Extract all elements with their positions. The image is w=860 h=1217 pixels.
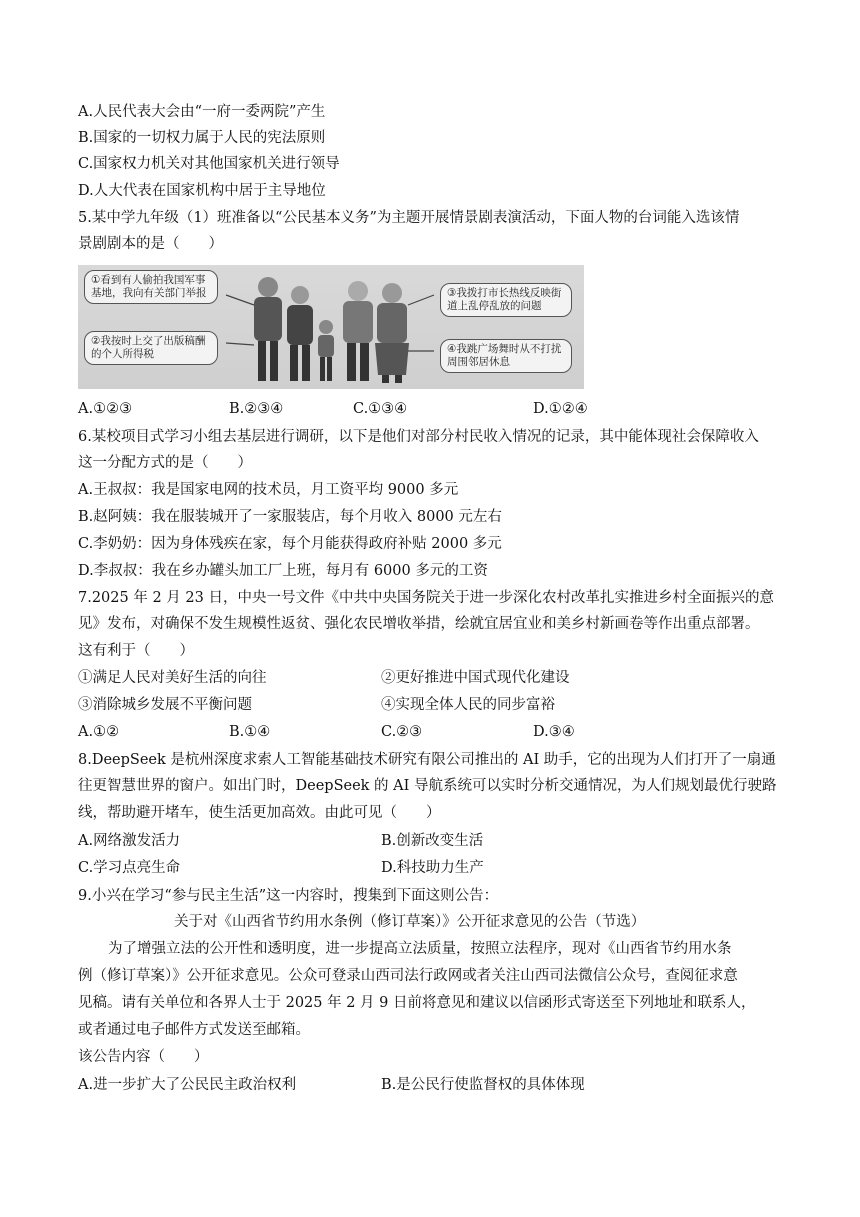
q5-option-a[interactable]: A.①②③	[78, 401, 133, 417]
q8-options-row1	[78, 831, 778, 851]
q7-options	[78, 722, 778, 742]
q7-option-d[interactable]: D.③④	[533, 724, 575, 740]
q5-options	[78, 399, 778, 419]
q7-item-3: ③消除城乡发展不平衡问题	[78, 697, 252, 713]
speech-bubble-1: ①看到有人偷拍我国军事基地，我向有关部门举报	[84, 270, 218, 304]
q8-option-b[interactable]: B.创新改变生活	[381, 833, 484, 849]
q5-option-d[interactable]: D.①②④	[533, 401, 588, 417]
speech-bubble-2: ②我按时上交了出版稿酬的个人所得税	[84, 331, 218, 365]
notice-line2: 例（修订草案）》公开征求意见。公众可登录山西司法行政网或者关注山西司法微信公众号，查阅征求意	[78, 968, 738, 984]
q8-option-a[interactable]: A.网络激发活力	[78, 833, 181, 849]
q7-stem-line3: 这有利于（ ）	[78, 643, 194, 659]
q7-item-4: ④实现全体人民的同步富裕	[381, 697, 555, 713]
q8-stem-line1: 8.DeepSeek 是杭州深度求索人工智能基础技术研究有限公司推出的 AI 助手，它的出现为人们打开了一扇通	[78, 752, 776, 768]
notice-line3: 见稿。请有关单位和各界人士于 2025 年 2 月 9 日前将意见和建议以信函形式寄送至下列地址和联系人，	[78, 995, 756, 1011]
q5-option-b[interactable]: B.②③④	[229, 401, 284, 417]
q6-stem-line1: 6.某校项目式学习小组去基层进行调研，以下是他们对部分村民收入情况的记录，其中能体现社会保障收入	[78, 429, 759, 445]
q7-item-1: ①满足人民对美好生活的向往	[78, 670, 267, 686]
q8-options-row2	[78, 858, 778, 878]
q4-option-a[interactable]: A.人民代表大会由“一府一委两院”产生	[78, 104, 326, 120]
q7-option-c[interactable]: C.②③	[381, 724, 423, 740]
notice-line4: 或者通过电子邮件方式发送至邮箱。	[78, 1022, 310, 1038]
q7-option-a[interactable]: A.①②	[78, 724, 120, 740]
q9-options-row1	[78, 1075, 778, 1095]
q8-stem-line3: 线，帮助避开堵车，使生活更加高效。由此可见（ ）	[78, 805, 441, 821]
q6-option-b[interactable]: B.赵阿姨：我在服装城开了一家服装店，每个月收入 8000 元左右	[78, 509, 502, 525]
q4-option-c[interactable]: C.国家权力机关对其他国家机关进行领导	[78, 156, 340, 172]
q8-stem-line2: 往更智慧世界的窗户。如出门时，DeepSeek 的 AI 导航系统可以实时分析交通情况，为人们规划最优行驶路	[78, 778, 777, 794]
q9-option-a[interactable]: A.进一步扩大了公民民主政治权利	[78, 1077, 297, 1093]
q7-items-row2	[78, 695, 778, 715]
q5-stem-line2: 景剧剧本的是（ ）	[78, 236, 223, 252]
q5-illustration	[78, 265, 584, 389]
speech-bubble-4: ④我跳广场舞时从不打扰周围邻居休息	[440, 339, 572, 373]
q9-question: 该公告内容（ ）	[78, 1049, 209, 1065]
q7-stem-line1: 7.2025 年 2 月 23 日，中央一号文件《中共中央国务院关于进一步深化农村改革扎实推进乡村全面振兴的意	[78, 590, 774, 606]
q6-option-a[interactable]: A.王叔叔：我是国家电网的技术员，月工资平均 9000 多元	[78, 482, 459, 498]
q4-option-d[interactable]: D.人大代表在国家机构中居于主导地位	[78, 183, 326, 199]
q6-option-d[interactable]: D.李叔叔：我在乡办罐头加工厂上班，每月有 6000 多元的工资	[78, 563, 488, 579]
q4-option-b[interactable]: B.国家的一切权力属于人民的宪法原则	[78, 130, 326, 146]
q9-stem: 9.小兴在学习“参与民主生活”这一内容时，搜集到下面这则公告：	[78, 888, 499, 904]
q5-option-c[interactable]: C.①③④	[353, 401, 408, 417]
q7-item-2: ②更好推进中国式现代化建设	[381, 670, 570, 686]
notice-line1: 为了增强立法的公开性和透明度，进一步提高立法质量，按照立法程序，现对《山西省节约用水条	[108, 941, 732, 957]
q8-option-d[interactable]: D.科技助力生产	[381, 860, 484, 876]
q9-option-b[interactable]: B.是公民行使监督权的具体体现	[381, 1077, 585, 1093]
notice-title: 关于对《山西省节约用水条例（修订草案）》公开征求意见的公告（节选）	[174, 914, 646, 930]
q7-option-b[interactable]: B.①④	[229, 724, 271, 740]
q5-stem-line1: 5.某中学九年级（1）班准备以“公民基本义务”为主题开展情景剧表演活动，下面人物的台词能入选该情	[78, 210, 740, 226]
q7-stem-line2: 见》发布，对确保不发生规模性返贫、强化农民增收举措，绘就宜居宜业和美乡村新画卷等作出重点部署。	[78, 616, 760, 632]
q6-stem-line2: 这一分配方式的是（ ）	[78, 455, 252, 471]
q7-items-row1	[78, 668, 778, 688]
q8-option-c[interactable]: C.学习点亮生命	[78, 860, 181, 876]
speech-bubble-3: ③我拨打市长热线反映街道上乱停乱放的问题	[440, 283, 572, 317]
q6-option-c[interactable]: C.李奶奶：因为身体残疾在家，每个月能获得政府补贴 2000 多元	[78, 536, 502, 552]
